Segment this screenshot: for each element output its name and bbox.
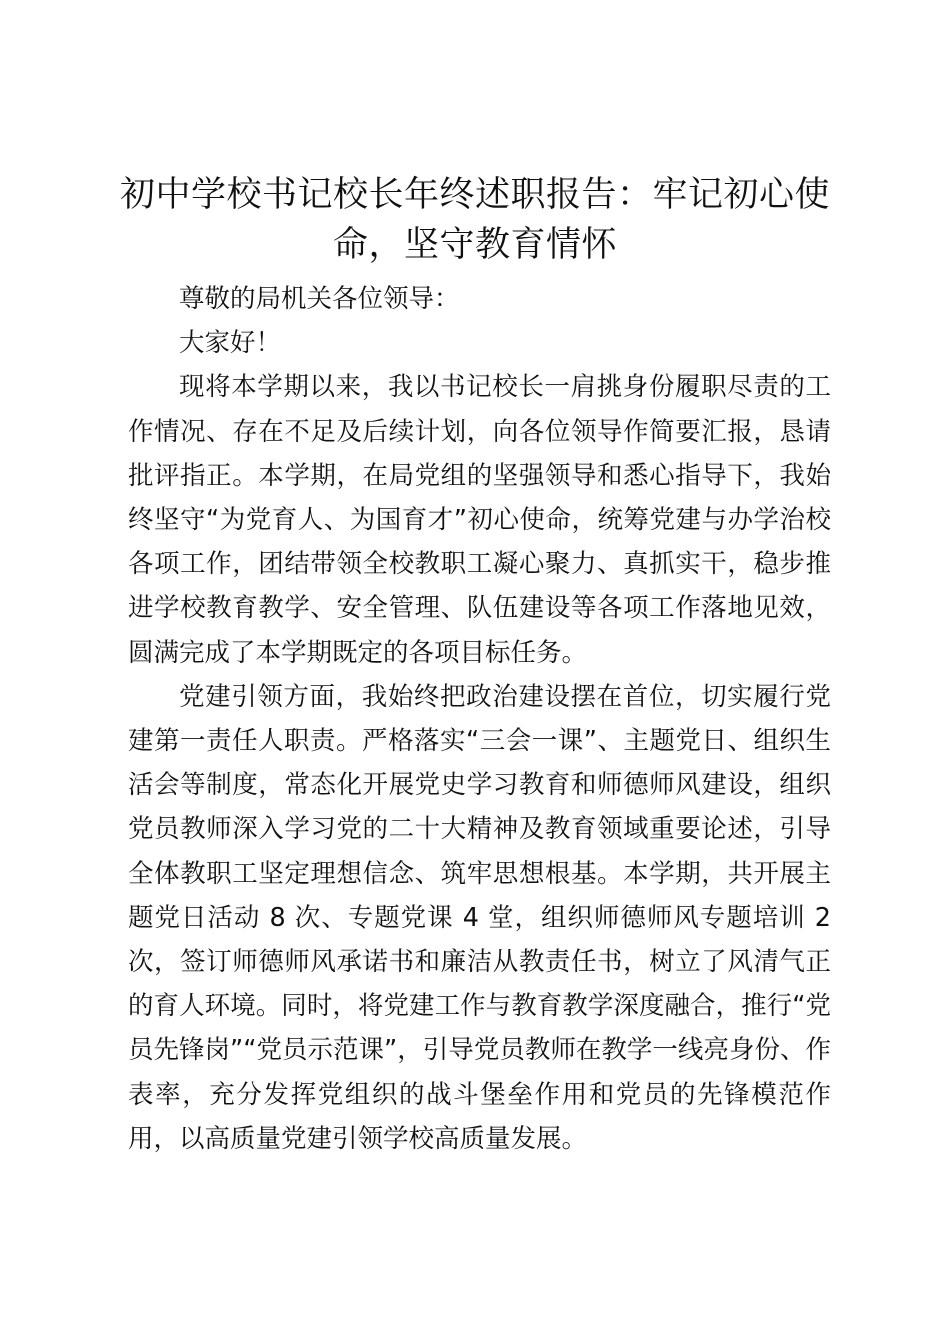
paragraph: 党建引领方面，我始终把政治建设摆在首位，切实履行党建第一责任人职责。严格落实“三会一课”、主题党日、组织生活会等制度，常态化开展党史学习教育和师德师风建设，组织党员教师深入学习党的二十大精神及教育领域重要论述，引导全体教职工坚定理想信念、筑牢思想根基。本学期，共开展主题党日活动 8 次、专题党课 4 堂，组织师德师风专题培训 2 次，签订师德师风承诺书和廉洁从教责任书，树立了风清气正的育人环境。同时，将党建工作与教育教学深度融合，推行“党员先锋岗”“党员示范课”，引导党员教师在教学一线亮身份、作表率，充分发挥党组织的战斗堡垒作用和党员的先锋模范作用，以高质量党建引领学校高质量发展。 [128,681,831,1154]
salutation: 尊敬的局机关各位领导： [179,284,460,314]
greeting: 大家好！ [179,328,282,359]
paragraph: 现将本学期以来，我以书记校长一肩挑身份履职尽责的工作情况、存在不足及后续计划，向各位领导作简要汇报，恳请批评指正。本学期，在局党组的坚强领导和悉心指导下，我始终坚守“为党育人、为国育才”初心使命，统筹党建与办学治校各项工作，团结带领全校教职工凝心聚力、真抓实干，稳步推进学校教育教学、安全管理、队伍建设等各项工作落地见效，圆满完成了本学期既定的各项目标任务。 [128,372,831,668]
document-body [128,277,831,1161]
document-title: 初中学校书记校长年终述职报告：牢记初心使命，坚守教育情怀 [119,175,830,265]
